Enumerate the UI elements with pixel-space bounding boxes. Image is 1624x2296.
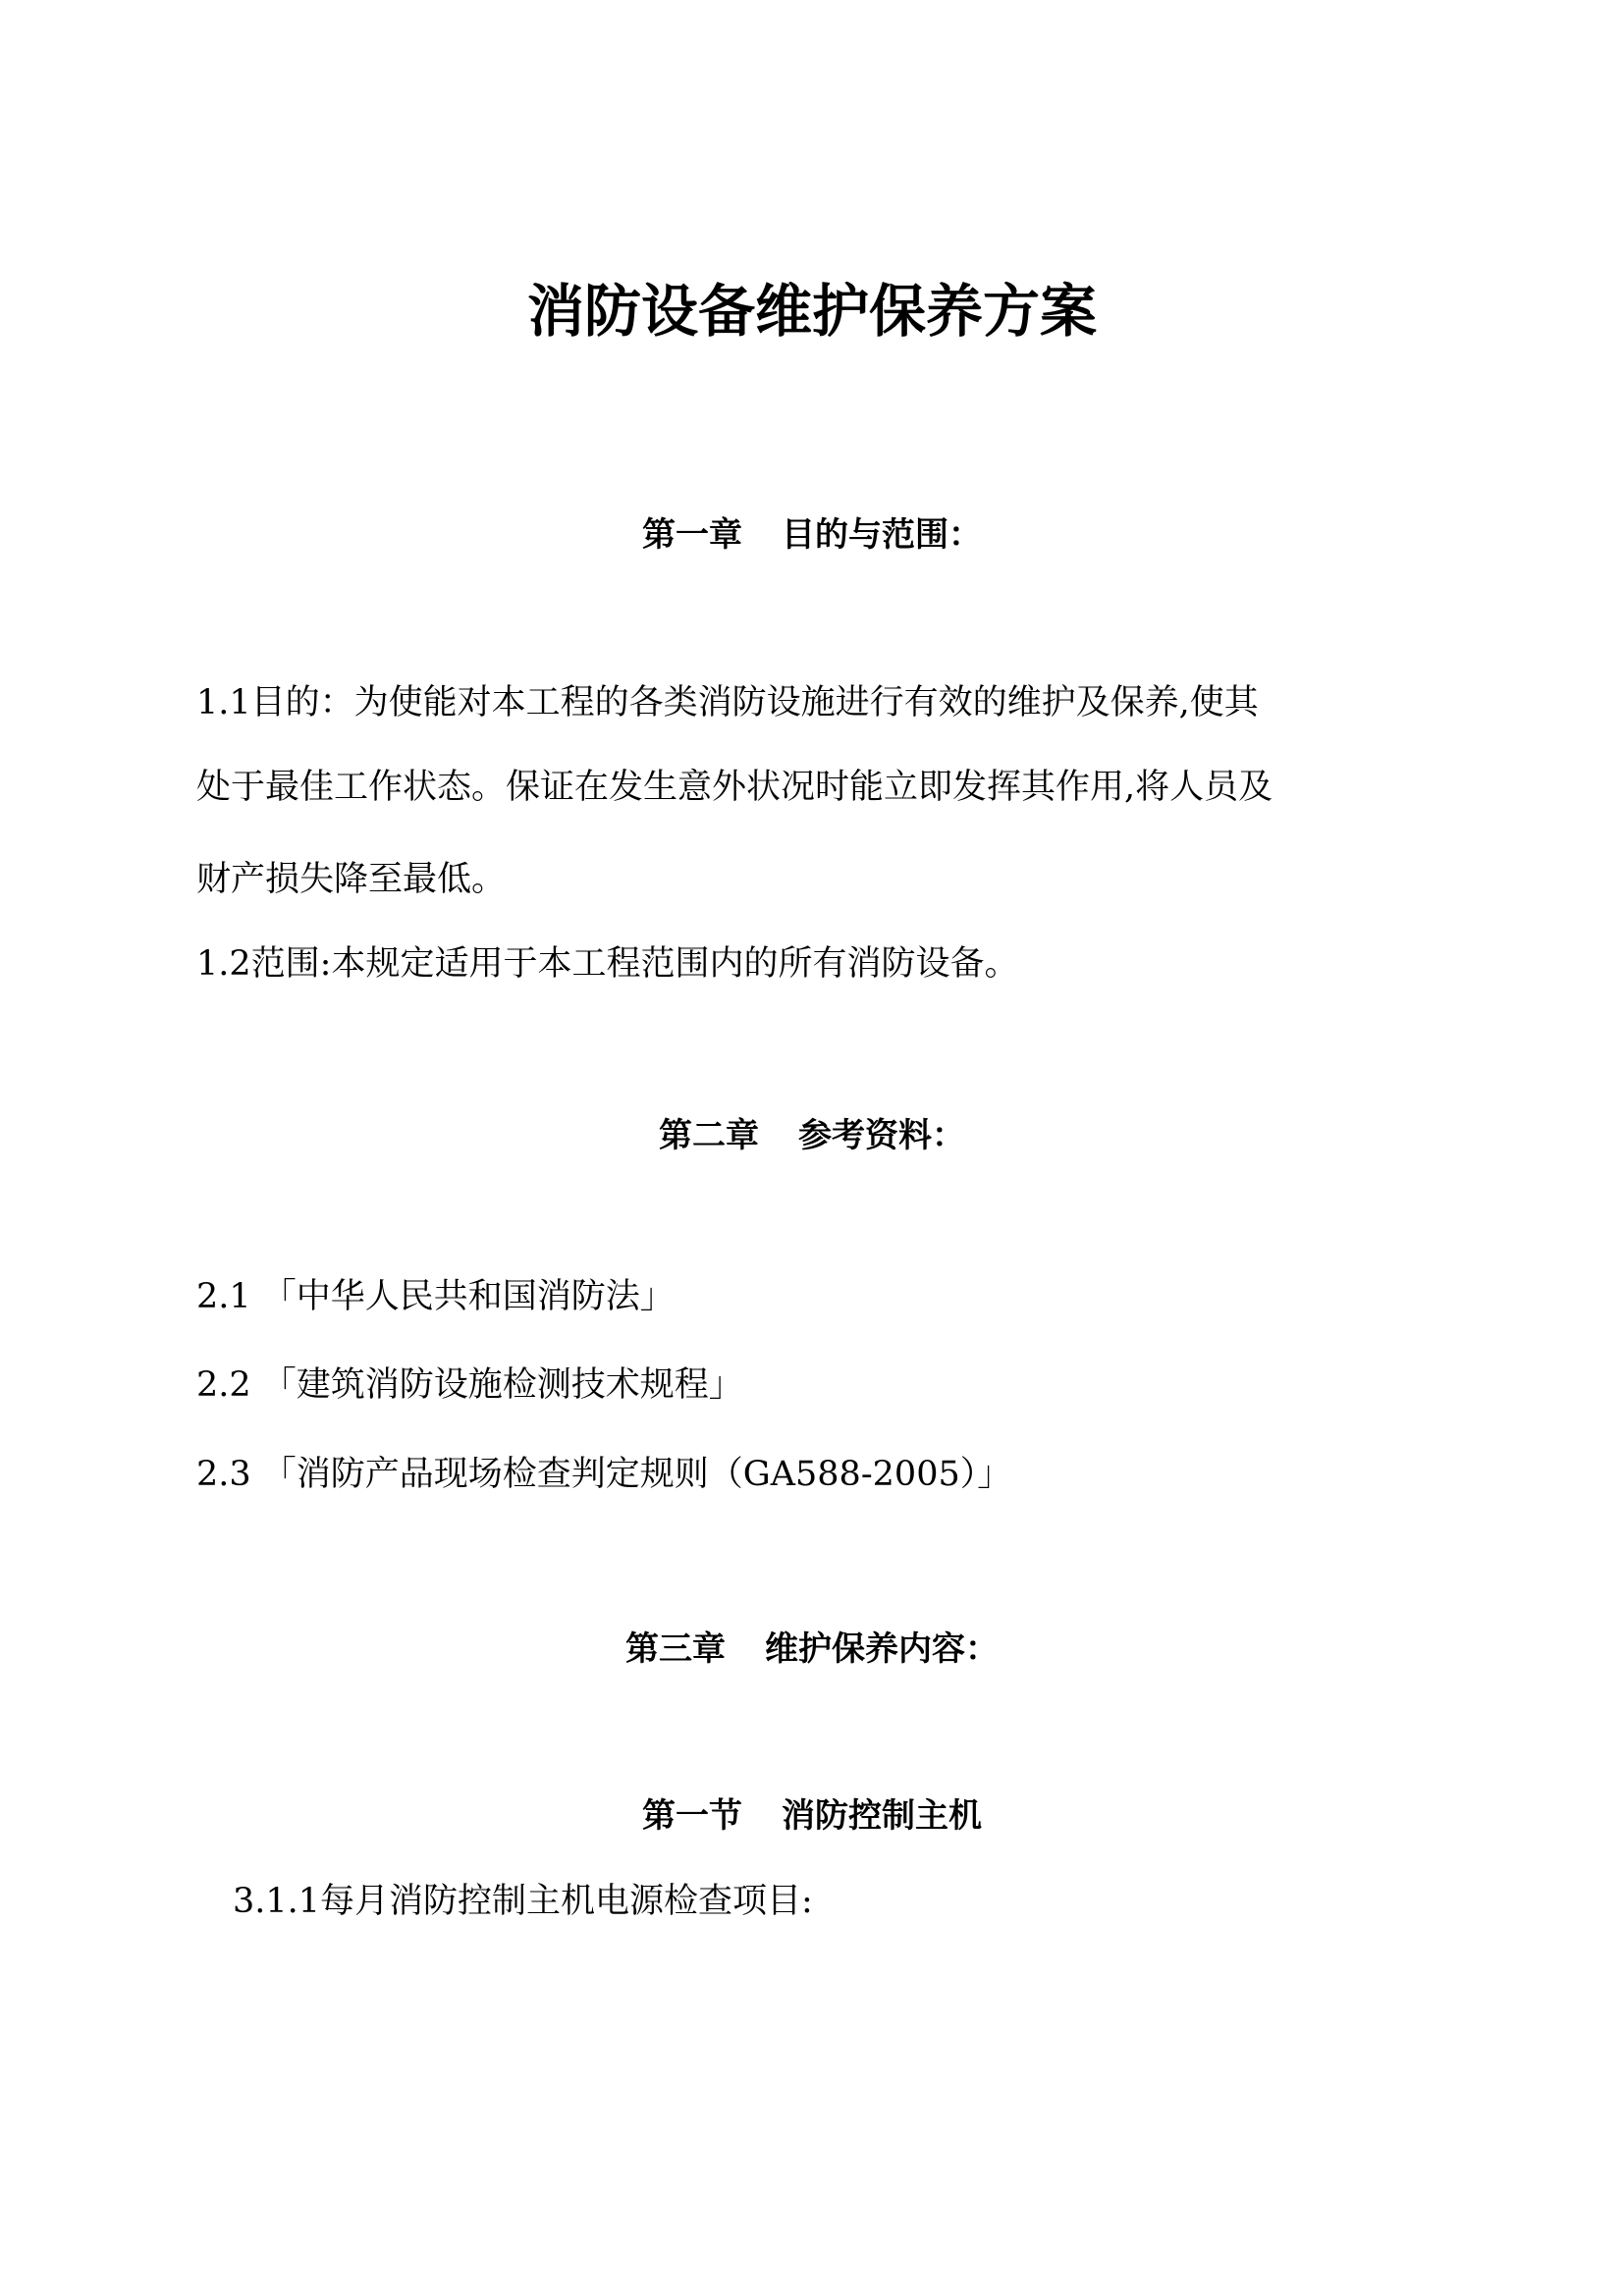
chapter-number: 第一章 [642,515,742,555]
section-number: 第一节 [642,1796,742,1836]
document-title: 消防设备维护保养方案 [526,278,1097,345]
chapter-2-heading [0,1116,1624,1155]
paragraph-line: 1.1目的：为使能对本工程的各类消防设施进行有效的维护及保养,使其 [196,683,1259,722]
chapter-number: 第三章 [625,1629,726,1669]
chapter-number: 第二章 [659,1116,759,1155]
reference-item: 2.1 「中华人民共和国消防法」 [196,1277,675,1316]
chapter-title: 维护保养内容： [765,1629,999,1669]
section-title: 消防控制主机 [782,1796,982,1836]
chapter-3-heading [0,1629,1624,1669]
reference-item: 2.3 「消防产品现场检查判定规则（GA588-2005）」 [196,1455,1012,1494]
chapter-title: 参考资料： [798,1116,965,1155]
chapter-1-heading [0,515,1624,555]
scope-paragraph: 1.2范围:本规定适用于本工程范围内的所有消防设备。 [196,944,1019,984]
paragraph-line: 处于最佳工作状态。保证在发生意外状况时能立即发挥其作用,将人员及 [196,768,1273,807]
paragraph-line: 财产损失降至最低。 [196,860,507,899]
reference-item: 2.2 「建筑消防设施检测技术规程」 [196,1365,743,1405]
chapter-title: 目的与范围： [782,515,982,555]
section-1-heading [0,1796,1624,1836]
item-3-1-1: 3.1.1每月消防控制主机电源检查项目: [233,1882,813,1921]
